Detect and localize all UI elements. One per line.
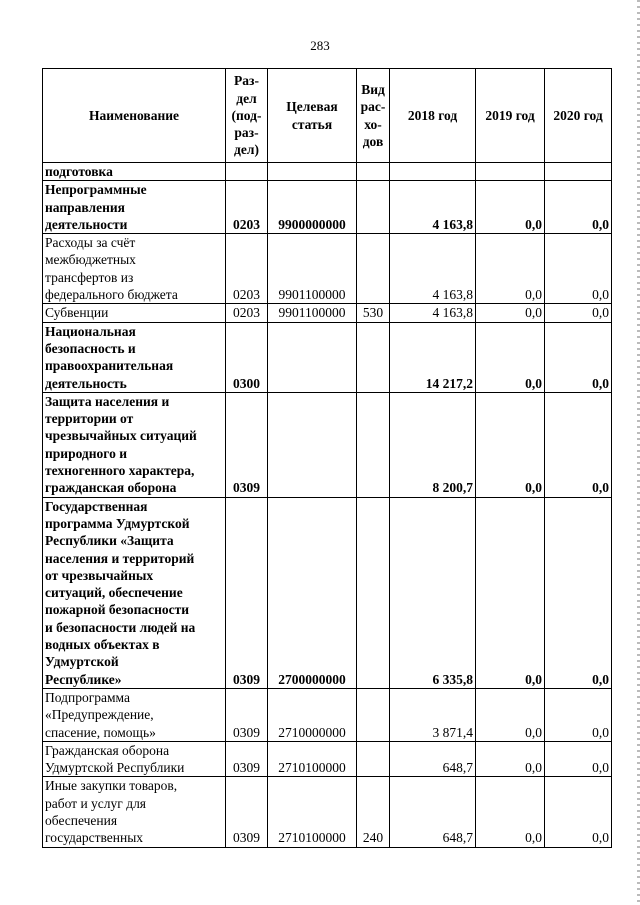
row-type — [357, 181, 390, 234]
row-2018 — [390, 163, 476, 181]
row-2020: 0,0 — [545, 741, 612, 777]
table-row — [43, 234, 612, 304]
row-name: Подпрограмма «Предупреждение, спасение, помощь» — [43, 688, 226, 741]
table-row — [43, 392, 612, 497]
row-name: Защита населения и территории от чрезвычайных ситуаций природного и техногенного характера, гражданская оборона — [43, 392, 226, 497]
row-target: 2710100000 — [268, 741, 357, 777]
row-section — [226, 163, 268, 181]
budget-table — [42, 68, 612, 848]
row-target: 9901100000 — [268, 234, 357, 304]
row-2019: 0,0 — [476, 777, 545, 847]
row-2018: 648,7 — [390, 741, 476, 777]
row-2018: 4 163,8 — [390, 234, 476, 304]
row-type — [357, 322, 390, 392]
header-type: Вид рас- хо- дов — [357, 69, 390, 163]
row-2019: 0,0 — [476, 741, 545, 777]
row-2020: 0,0 — [545, 304, 612, 322]
page-number: 283 — [310, 38, 330, 53]
row-2018: 6 335,8 — [390, 497, 476, 688]
table-header-row — [43, 69, 612, 163]
row-2018: 8 200,7 — [390, 392, 476, 497]
row-section: 0203 — [226, 234, 268, 304]
row-type — [357, 392, 390, 497]
row-2020: 0,0 — [545, 234, 612, 304]
header-target: Целевая статья — [268, 69, 357, 163]
row-target — [268, 322, 357, 392]
row-target — [268, 392, 357, 497]
row-2020: 0,0 — [545, 777, 612, 847]
row-2018: 648,7 — [390, 777, 476, 847]
row-section: 0300 — [226, 322, 268, 392]
row-target — [268, 163, 357, 181]
row-target: 2700000000 — [268, 497, 357, 688]
row-target: 9900000000 — [268, 181, 357, 234]
row-section: 0203 — [226, 304, 268, 322]
row-2020: 0,0 — [545, 688, 612, 741]
row-section: 0309 — [226, 777, 268, 847]
row-section: 0309 — [226, 497, 268, 688]
row-2019: 0,0 — [476, 688, 545, 741]
row-2018: 14 217,2 — [390, 322, 476, 392]
row-2019: 0,0 — [476, 304, 545, 322]
table-row — [43, 163, 612, 181]
row-2018: 3 871,4 — [390, 688, 476, 741]
row-name: Иные закупки товаров, работ и услуг для обеспечения государственных — [43, 777, 226, 847]
row-2019: 0,0 — [476, 322, 545, 392]
table-row — [43, 322, 612, 392]
header-2019: 2019 год — [476, 69, 545, 163]
row-section: 0203 — [226, 181, 268, 234]
row-type — [357, 741, 390, 777]
row-type: 530 — [357, 304, 390, 322]
row-name: подготовка — [43, 163, 226, 181]
header-section: Раз- дел (под- раз- дел) — [226, 69, 268, 163]
row-section: 0309 — [226, 688, 268, 741]
table-row — [43, 304, 612, 322]
row-type — [357, 163, 390, 181]
row-2020: 0,0 — [545, 497, 612, 688]
row-2018: 4 163,8 — [390, 304, 476, 322]
row-name: Государственная программа Удмуртской Республики «Защита населения и территорий от чрезвычайных ситуаций, обеспечение пожарной безопасности и безопасности людей на водных объектах в Удмуртской Республике» — [43, 497, 226, 688]
table-row — [43, 497, 612, 688]
header-2020: 2020 год — [545, 69, 612, 163]
row-section: 0309 — [226, 741, 268, 777]
row-2019: 0,0 — [476, 497, 545, 688]
row-type — [357, 688, 390, 741]
row-target: 9901100000 — [268, 304, 357, 322]
row-type — [357, 234, 390, 304]
row-2019: 0,0 — [476, 181, 545, 234]
row-section: 0309 — [226, 392, 268, 497]
table-row — [43, 777, 612, 847]
row-name: Гражданская оборона Удмуртской Республики — [43, 741, 226, 777]
row-2019 — [476, 163, 545, 181]
table-row — [43, 741, 612, 777]
row-type: 240 — [357, 777, 390, 847]
row-2020: 0,0 — [545, 181, 612, 234]
row-2018: 4 163,8 — [390, 181, 476, 234]
row-name: Непрограммные направления деятельности — [43, 181, 226, 234]
row-2020: 0,0 — [545, 322, 612, 392]
row-target: 2710000000 — [268, 688, 357, 741]
row-2020: 0,0 — [545, 392, 612, 497]
row-name: Национальная безопасность и правоохранительная деятельность — [43, 322, 226, 392]
row-2019: 0,0 — [476, 392, 545, 497]
table-row — [43, 688, 612, 741]
row-target: 2710100000 — [268, 777, 357, 847]
row-name: Расходы за счёт межбюджетных трансфертов из федерального бюджета — [43, 234, 226, 304]
header-2018: 2018 год — [390, 69, 476, 163]
row-2020 — [545, 163, 612, 181]
row-type — [357, 497, 390, 688]
row-name: Субвенции — [43, 304, 226, 322]
row-2019: 0,0 — [476, 234, 545, 304]
table-row — [43, 181, 612, 234]
header-name: Наименование — [43, 69, 226, 163]
